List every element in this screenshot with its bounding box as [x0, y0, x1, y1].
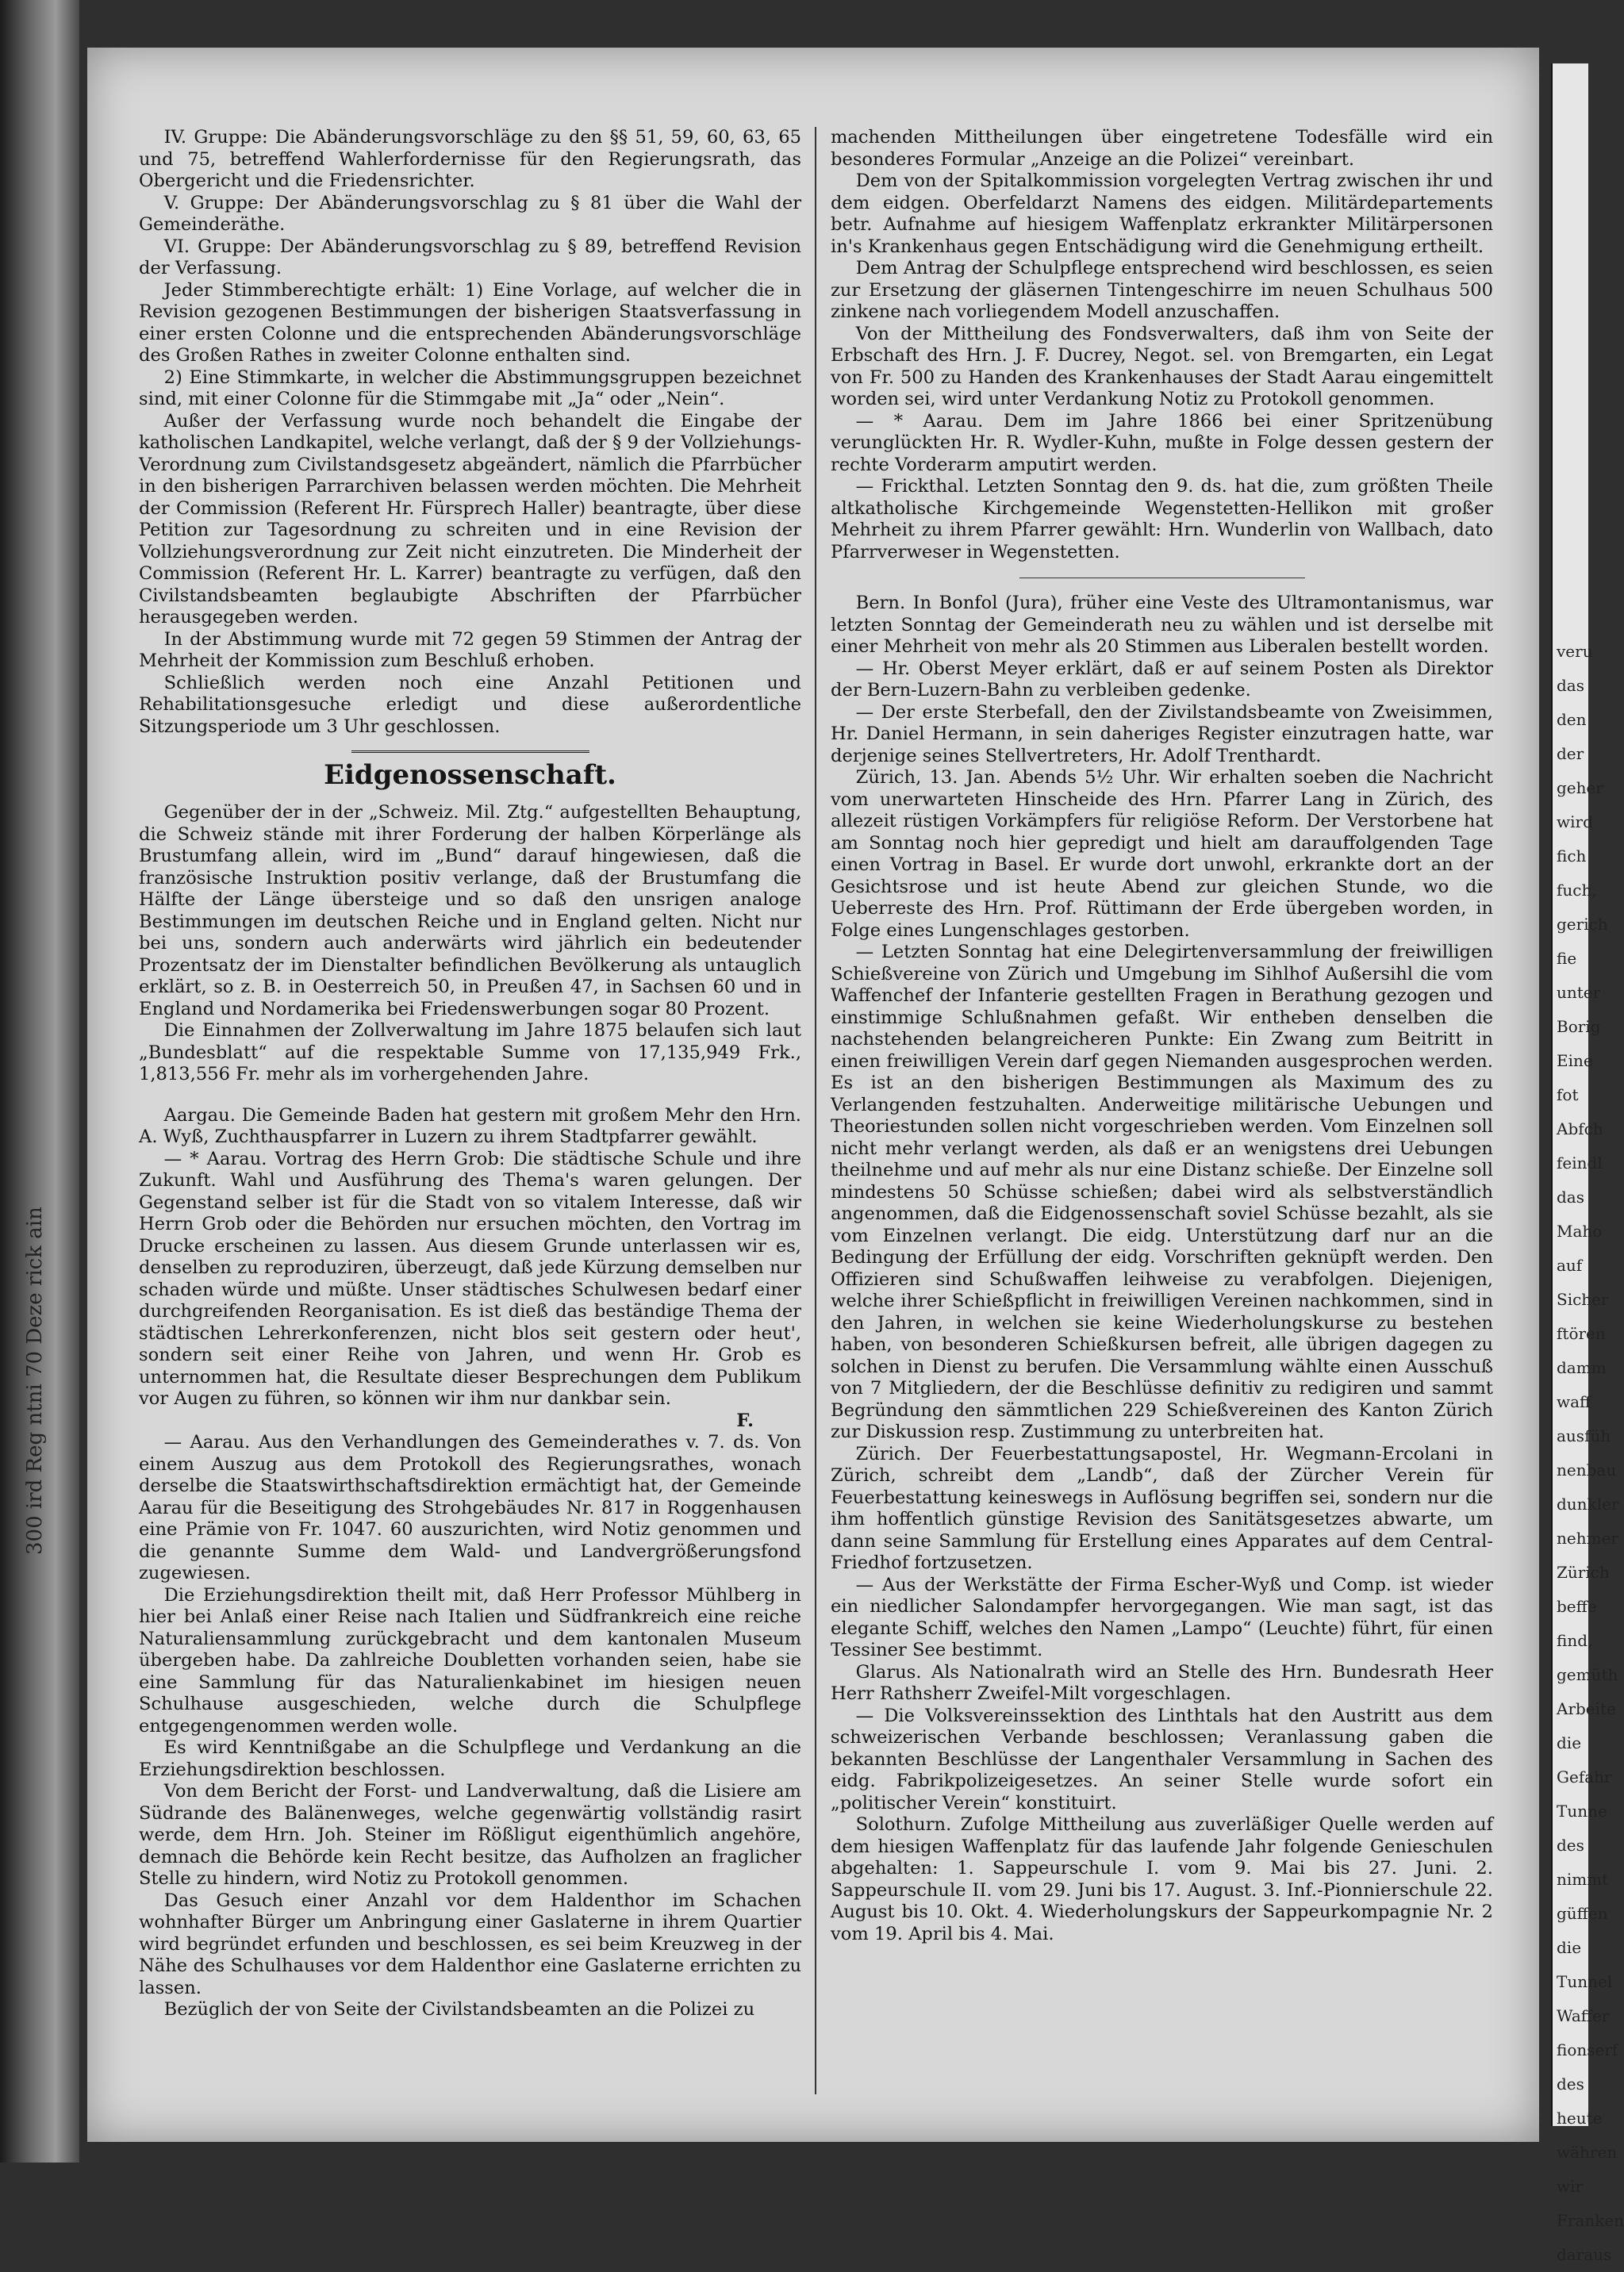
- next-page-fragment: ftören: [1557, 1324, 1606, 1343]
- next-page-fragment: waff: [1557, 1392, 1591, 1411]
- next-page-fragment: Arbeite: [1557, 1699, 1616, 1718]
- paragraph: Gegenüber der in der „Schweiz. Mil. Ztg.“ aufgestellten Behauptung, die Schweiz stände mit ihrer Forderung der halben Körperlänge als Brustumfang allein, wird im „Bund“ darauf hingewiesen, daß die französische Instruktion positiv verlange, daß der Brustumfang die Hälfte der Länge übersteige und so daß den unsrigen analoge Bestimmungen im deutschen Reiche und in England gelten. Nicht nur bei uns, sondern auch anderwärts wird jährlich ein bedeutender Prozentsatz der im Dienstalter befindlichen Bevölkerung als untauglich erklärt, so z. B. in Oesterreich 50, in Preußen 47, in Sachsen 60 und in England und Nordamerika bei Friedenswerbungen sogar 80 Prozent.: [139, 802, 801, 1019]
- binding-fragment: Reg: [23, 1431, 47, 1473]
- next-page-fragment: das: [1557, 676, 1584, 695]
- paragraph: — Hr. Oberst Meyer erklärt, daß er auf seinem Posten als Direktor der Bern-Luzern-Bahn zu verbleiben gedenke.: [831, 658, 1493, 700]
- next-page-fragment: Gefahr: [1557, 1767, 1612, 1787]
- right-column: [831, 127, 1493, 2126]
- section-divider: [351, 750, 589, 753]
- next-page-fragment: damm: [1557, 1358, 1607, 1377]
- next-page-fragment: daraus: [1557, 2245, 1612, 2264]
- next-page-fragment: des: [1557, 1836, 1584, 1855]
- next-page-fragment: güffen: [1557, 1904, 1608, 1923]
- next-page-fragment: den: [1557, 710, 1587, 729]
- paragraph: machenden Mittheilungen über eingetretene Todesfälle wird ein besonderes Formular „Anzeige an die Polizei“ vereinbart.: [831, 127, 1493, 170]
- next-page-fragment: heute: [1557, 2109, 1603, 2128]
- next-page-fragment: die: [1557, 1938, 1582, 1957]
- next-page-fragment: find,: [1557, 1631, 1593, 1650]
- next-page-fragment: Franken: [1557, 2211, 1624, 2230]
- next-page-fragment: das: [1557, 1188, 1584, 1207]
- paragraph: Glarus. Als Nationalrath wird an Stelle des Hrn. Bundesrath Heer Herr Rathsherr Zweifel-Milt vorgeschlagen.: [831, 1661, 1493, 1704]
- signature-line: [139, 1410, 801, 1433]
- next-page-fragment: dunkler: [1557, 1495, 1619, 1514]
- next-page-fragment: die: [1557, 1733, 1582, 1752]
- binding-fragment: Deze: [23, 1292, 47, 1345]
- paragraph: Von der Mittheilung des Fondsverwalters, daß ihm von Seite der Erbschaft des Hrn. J. F. Ducrey, Negot. sel. von Bremgarten, ein Legat von Fr. 500 zu Handen des Krankenhauses der Stadt Aarau eingemittelt worden sei, wird unter Verdankung Notiz zu Protokoll genommen.: [831, 323, 1493, 409]
- binding-fragment: rick: [23, 1245, 47, 1287]
- paragraph: Jeder Stimmberechtigte erhält: 1) Eine Vorlage, auf welcher die in Revision gezogenen Bestimmungen der bisherigen Staatsverfassung in einer ersten Colonne und die entsprechenden Abänderungsvorschläge des Großen Rathes in zweiter Colonne enthalten sind.: [139, 279, 801, 366]
- next-page-text-fragments: [1557, 635, 1624, 2272]
- paragraph: Zürich, 13. Jan. Abends 5½ Uhr. Wir erhalten soeben die Nachricht vom unerwarteten Hinscheide des Hrn. Pfarrer Lang in Zürich, des allezeit rüstigen Vorkämpfers für religiöse Reform. Der Verstorbene hat am Sonntag noch hier gepredigt und hielt am darauffolgenden Tage einen Vortrag in Basel. Er wurde dort unwohl, erkrankte dort an der Gesichtsrose und ist heute Abend zur gleichen Stunde, wo die Ueberreste des Hrn. Prof. Rüttimann der Erde übergeben worden, in Folge eines Lungenschlages gestorben.: [831, 767, 1493, 941]
- paragraph: Die Einnahmen der Zollverwaltung im Jahre 1875 belaufen sich laut „Bundesblatt“ auf die respektable Summe von 17,135,949 Frk., 1,813,556 Fr. mehr als im vorhergehenden Jahre.: [139, 1020, 801, 1084]
- author-signature: F.: [736, 1410, 754, 1431]
- book-binding: [0, 0, 79, 2163]
- next-page-fragment: Eine: [1557, 1051, 1593, 1070]
- paragraph: Von dem Bericht der Forst- und Landverwaltung, daß die Lisiere am Südrande des Balänenweges, welche gegenwärtig vollständig rasirt werde, dem Hrn. Joh. Steiner im Rößligut eigenthümlich angehöre, demnach die Behörde kein Recht besitze, das Aufholzen an fraglicher Stelle zu hindern, wird Notiz zu Protokoll genommen.: [139, 1781, 801, 1889]
- next-page-fragment: fich: [1557, 846, 1587, 865]
- paragraph: Aargau. Die Gemeinde Baden hat gestern mit großem Mehr den Hrn. A. Wyß, Zuchthauspfarrer in Luzern zu ihrem Stadtpfarrer gewählt.: [139, 1104, 801, 1147]
- next-page-fragment: Waffer: [1557, 2006, 1610, 2025]
- next-page-fragment: feindl: [1557, 1153, 1603, 1172]
- paragraph: In der Abstimmung wurde mit 72 gegen 59 Stimmen der Antrag der Mehrheit der Kommission zum Beschluß erhoben.: [139, 628, 801, 671]
- next-page-fragment: fot: [1557, 1085, 1579, 1104]
- paragraph: Schließlich werden noch eine Anzahl Petitionen und Rehabilitationsgesuche erledigt und diese außerordentliche Sitzungsperiode um 3 Uhr geschlossen.: [139, 672, 801, 737]
- next-page-fragment: Maho: [1557, 1222, 1603, 1241]
- paragraph: Bern. In Bonfol (Jura), früher eine Veste des Ultramontanismus, war letzten Sonntag der Gemeinderath neu zu wählen und ist derselbe mit einer Mehrheit von mehr als 20 Stimmen aus Liberalen bestellt worden.: [831, 593, 1493, 657]
- paragraph: — Die Volksvereinssektion des Linthtals hat den Austritt aus dem schweizerischen Verbande beschlossen; Veranlassung gaben die bekannten Beschlüsse der Langenthaler Versammlung in Sachen des eidg. Fabrikpolizeigesetzes. An seiner Stelle wurde sofort ein „politischer Verein“ konstituirt.: [831, 1705, 1493, 1813]
- binding-fragment: 70: [23, 1350, 47, 1378]
- next-page-fragment: Sicher: [1557, 1290, 1609, 1309]
- spacer: [139, 1086, 801, 1105]
- next-page-fragment: veru: [1557, 642, 1593, 661]
- binding-fragment: 300: [23, 1515, 47, 1555]
- paragraph: — * Aarau. Dem im Jahre 1866 bei einer Spritzenübung verunglückten Hr. R. Wydler-Kuhn, mußte in Folge dessen gestern der rechte Vorderarm amputirt werden.: [831, 410, 1493, 475]
- next-page-fragment: gemüth: [1557, 1665, 1618, 1684]
- paragraph: Dem von der Spitalkommission vorgelegten Vertrag zwischen ihr und dem eidgen. Oberfeldarzt Namens des eidgen. Militärdepartements betr. Aufnahme auf hiesigem Waffenplatz erkrankter Militärpersonen in's Krankenhaus gegen Entschädigung wird die Genehmigung ertheilt.: [831, 171, 1493, 257]
- next-page-fragment: des: [1557, 2074, 1584, 2094]
- next-page-fragment: nimmt: [1557, 1870, 1609, 1889]
- next-page-fragment: fuch,: [1557, 881, 1597, 900]
- paragraph: Es wird Kenntnißgabe an die Schulpflege und Verdankung an die Erziehungsdirektion beschlossen.: [139, 1737, 801, 1780]
- binding-fragment: ntni: [23, 1384, 47, 1426]
- column-divider: [815, 127, 816, 2094]
- paragraph: Das Gesuch einer Anzahl vor dem Haldenthor im Schachen wohnhafter Bürger um Anbringung einer Gaslaterne in ihrem Quartier wird begründet erfunden und beschlossen, es sei beim Kreuzweg in der Nähe des Schulhauses vor dem Haldenthor eine Gaslaterne errichten zu lassen.: [139, 1890, 801, 1998]
- next-page-fragment: der: [1557, 744, 1584, 763]
- next-page-fragment: unter: [1557, 983, 1601, 1002]
- paragraph: — Aus der Werkstätte der Firma Escher-Wyß und Comp. ist wieder ein niedlicher Salondampfer hervorgegangen. Wie man sagt, ist das elegante Schiff, welches den Namen „Lampo“ (Leuchte) führt, für einen Tessiner See bestimmt.: [831, 1574, 1493, 1660]
- next-page-fragment: Zürich: [1557, 1563, 1610, 1582]
- paragraph: V. Gruppe: Der Abänderungsvorschlag zu § 81 über die Wahl der Gemeinderäthe.: [139, 192, 801, 235]
- paragraph: — Letzten Sonntag hat eine Delegirtenversammlung der freiwilligen Schießvereine von Zürich und Umgebung im Sihlhof Außersihl die vom Waffenchef der Infanterie gestellten Fragen in Berathung gezogen und einstimmige Schlußnahmen gefaßt. Wir entheben denselben die nachstehenden belangreicheren Punkte: Ein Zwang zum Beitritt in einen freiwilligen Verein darf gegen Niemanden ausgesprochen werden. Es ist an den bisherigen Bestimmungen als Maximum des zu Verlangenden festzuhalten. Anderweitige militärische Uebungen und Theoriestunden sollen nicht vorgeschrieben werden. Vom Einzelnen soll nicht mehr verlangt werden, als daß er an wenigstens drei Uebungen theilnehme und auf mehr als nur eine Distanz schieße. Der Einzelne soll mindestens 50 Schüsse schießen; dabei wird als selbstverständlich angenommen, daß die Eidgenossenschaft soviel Schüsse bezahlt, als sie vom Einzelnen verlangt. Die eidg. Unterstützung darf nur an die Bedingung der Erfüllung der eidg. Vorschriften geknüpft werden. Den Offizieren sind Schußwaffen leihweise zu verabfolgen. Diejenigen, welche ihrer Schießpflicht in freiwilligen Vereinen nachkommen, sind in den Jahren, in welchen sie keine Wiederholungskurse zu bestehen haben, von besonderen Schießkursen befreit, alle übrigen dagegen zu solchen in Dienst zu berufen. Die Versammlung wählte einen Ausschuß von 7 Mitgliedern, der die Beschlüsse definitiv zu redigiren und sammt Begründung den sämmtlichen 229 Schießvereinen des Kanton Zürich zur Diskussion resp. Zustimmung zu unterbreiten hat.: [831, 942, 1493, 1442]
- binding-text-fragments: [10, 1207, 60, 1555]
- left-column: [139, 127, 801, 2126]
- paragraph: Bezüglich der von Seite der Civilstandsbeamten an die Polizei zu: [163, 1999, 755, 2020]
- paragraph: Solothurn. Zufolge Mittheilung aus zuverläßiger Quelle werden auf dem hiesigen Waffenplatz für das laufende Jahr folgende Genieschulen abgehalten: 1. Sappeurschule I. vom 9. Mai bis 27. Juni. 2. Sappeurschule II. vom 29. Juni bis 17. August. 3. Inf.-Pionnierschule 22. August bis 10. Okt. 4. Wiederholungskurs der Sappeurkompagnie Nr. 2 vom 19. April bis 4. Mai.: [831, 1814, 1493, 1944]
- paragraph: IV. Gruppe: Die Abänderungsvorschläge zu den §§ 51, 59, 60, 63, 65 und 75, betreffend Wahlerfordernisse für den Regierungsrath, das Obergericht und die Friedensrichter.: [139, 127, 801, 191]
- next-page-fragment: wird: [1557, 812, 1593, 831]
- next-page-fragment: geher: [1557, 778, 1603, 797]
- paragraph: — Der erste Sterbefall, den der Zivilstandsbeamte von Zweisimmen, Hr. Daniel Hermann, in sein daheriges Register einzutragen hatte, war derjenige seines Stellvertreters, Hr. Adolf Trenthardt.: [831, 701, 1493, 766]
- next-page-fragment: auf: [1557, 1256, 1583, 1275]
- next-page-fragment: fie: [1557, 949, 1577, 968]
- paragraph: VI. Gruppe: Der Abänderungsvorschlag zu § 89, betreffend Revision der Verfassung.: [139, 236, 801, 278]
- section-title: Eidgenossenschaft.: [324, 759, 616, 791]
- paragraph: Die Erziehungsdirektion theilt mit, daß Herr Professor Mühlberg in hier bei Anlaß einer Reise nach Italien und Südfrankreich eine reiche Naturaliensammlung zurückgebracht und dem kantonalen Museum übergeben habe. Da zahlreiche Doubletten vorhanden seien, habe sie eine Sammlung für das Naturalienkabinet im hiesigen neuen Schulhause ausgeschieden, welche durch die Schulpflege entgegengenommen werden wolle.: [139, 1584, 801, 1737]
- text-columns: [139, 127, 1493, 2126]
- next-page-fragment: Abfch: [1557, 1119, 1603, 1138]
- next-page-fragment: nenbau: [1557, 1460, 1617, 1479]
- next-page-fragment: wir: [1557, 2177, 1584, 2196]
- next-page-fragment: ausfüh: [1557, 1426, 1611, 1445]
- binding-fragment: ain: [23, 1207, 47, 1239]
- next-page-fragment: Borig: [1557, 1017, 1601, 1036]
- next-page-fragment: beffe: [1557, 1597, 1597, 1616]
- paragraph: — Aarau. Aus den Verhandlungen des Gemeinderathes v. 7. ds. Von einem Auszug aus dem Protokoll des Regierungsrathes, wonach derselbe die Staatswirthschaftsdirektion ermächtigt hat, der Gemeinde Aarau für die Beseitigung des Strohgebäudes Nr. 817 in Roggenhausen eine Prämie von Fr. 1047. 60 auszurichten, wird Notiz genommen und die genannte Summe dem Wald- und Landvergrößerungsfond zugewiesen.: [139, 1432, 801, 1583]
- paragraph: Außer der Verfassung wurde noch behandelt die Eingabe der katholischen Landkapitel, welche verlangt, daß der § 9 der Vollziehungs-Verordnung zum Civilstandsgesetz abgeändert, nämlich die Pfarrbücher in den bisherigen Parrarchiven belassen werden möchten. Die Mehrheit der Commission (Referent Hr. Fürsprech Haller) beantragte, über diese Petition zur Tagesordnung zu schreiten und in eine Revision der Vollziehungsverordnung zur Zeit nicht einzutreten. Die Minderheit der Commission (Referent Hr. L. Karrer) beantragte zu verfügen, daß den Civilstandsbeamten beglaubigte Abschriften der Pfarrbücher herausgegeben werden.: [139, 410, 801, 627]
- next-page-fragment: nehmer: [1557, 1529, 1618, 1548]
- paragraph: — Frickthal. Letzten Sonntag den 9. ds. hat die, zum größten Theile altkatholische Kirchgemeinde Wegenstetten-Hellikon mit großer Mehrheit zu ihrem Pfarrer gewählt: Hrn. Wunderlin von Wallbach, dato Pfarrverweser in Wegenstetten.: [831, 476, 1493, 562]
- next-page-fragment: Tunnel: [1557, 1972, 1613, 1991]
- paragraph: — * Aarau. Vortrag des Herrn Grob: Die städtische Schule und ihre Zukunft. Wahl und Ausführung des Thema's waren gelungen. Der Gegenstand selber ist für die Stadt von so vitalem Interesse, daß wir Herrn Grob oder die Behörden nur ersuchen möchten, den Vortrag im Drucke erscheinen zu lassen. Aus diesem Grunde unterlassen wir es, denselben zu reproduziren, überzeugt, daß jede Kürzung demselben nur schaden würde und müßte. Unser städtisches Schulwesen bedarf einer durchgreifenden Reorganisation. Es ist dieß das beständige Thema der städtischen Lehrerkonferenzen, nicht blos seit gestern oder heut', sondern seit einer Reihe von Jahren, und wenn Hr. Grob es unternommen hat, die Resultate dieser Besprechungen dem Publikum vor Augen zu führen, so können wir ihm nur dankbar sein.: [139, 1148, 801, 1409]
- paragraph: 2) Eine Stimmkarte, in welcher die Abstimmungsgruppen bezeichnet sind, mit einer Colonne für die Stimmgabe mit „Ja“ oder „Nein“.: [139, 367, 801, 409]
- next-page-fragment: währen: [1557, 2143, 1618, 2162]
- paragraph: Zürich. Der Feuerbestattungsapostel, Hr. Wegmann-Ercolani in Zürich, schreibt dem „Landb“, daß der Zürcher Verein für Feuerbestattung keineswegs in Auflösung begriffen sei, sondern nur die ihm hoffentlich günstige Revision des Sanitätsgesetzes abwarte, um dann seine Sammlung für Erstellung eines Apparates auf dem Central-Friedhof fortzusetzen.: [831, 1443, 1493, 1573]
- next-page-fragment: Tunne: [1557, 1802, 1607, 1821]
- next-page-fragment: fionserf: [1557, 2040, 1618, 2059]
- binding-fragment: ird: [23, 1479, 47, 1510]
- next-page-fragment: gerich: [1557, 915, 1608, 934]
- paragraph: Dem Antrag der Schulpflege entsprechend wird beschlossen, es seien zur Ersetzung der gläsernen Tintengeschirre im neuen Schulhaus 500 zinkene nach vorliegendem Modell anzuschaffen.: [831, 258, 1493, 322]
